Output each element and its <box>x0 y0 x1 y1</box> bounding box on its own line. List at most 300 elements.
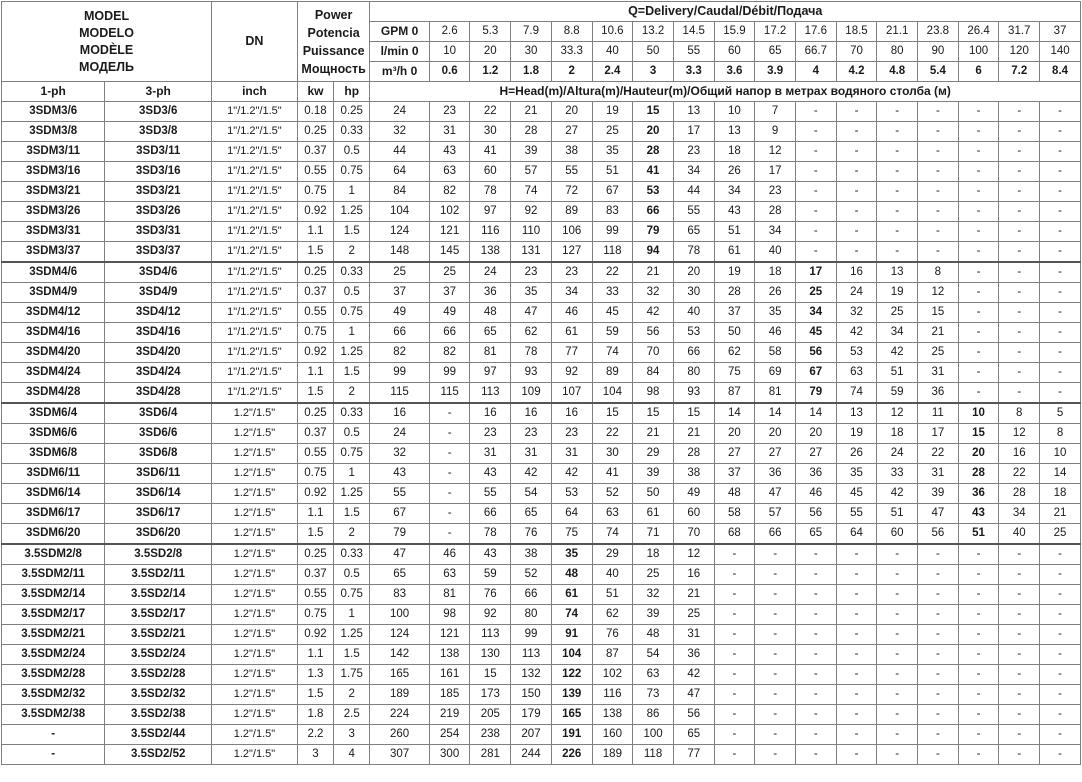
head-value: 98 <box>633 383 674 404</box>
head-value: 307 <box>370 745 429 765</box>
model-1ph: 3SDM6/8 <box>2 444 105 464</box>
model-3ph: 3.5SD2/11 <box>105 565 212 585</box>
head-value: 15 <box>470 665 511 685</box>
model-1ph: 3.5SDM2/8 <box>2 544 105 565</box>
head-value: 17 <box>755 162 796 182</box>
head-value: - <box>999 222 1040 242</box>
flow-m3h-value: 4 <box>795 62 836 82</box>
head-value: 66 <box>370 323 429 343</box>
head-value: - <box>918 182 959 202</box>
head-value: - <box>958 182 999 202</box>
head-value: - <box>714 665 755 685</box>
head-value: 37 <box>714 464 755 484</box>
kw-value: 1.5 <box>297 242 333 263</box>
model-1ph: 3.5SDM2/11 <box>2 565 105 585</box>
table-row <box>2 202 1081 222</box>
head-value: 191 <box>551 725 592 745</box>
head-value: 47 <box>755 484 796 504</box>
flow-lpm-value: 65 <box>755 42 796 62</box>
flow-gpm-value: 7.9 <box>511 22 552 42</box>
head-value: - <box>795 544 836 565</box>
head-value: 55 <box>551 162 592 182</box>
head-value: - <box>1040 363 1081 383</box>
head-value: 122 <box>551 665 592 685</box>
model-3ph: 3SD6/6 <box>105 424 212 444</box>
head-value: 31 <box>470 444 511 464</box>
head-value: 15 <box>673 403 714 424</box>
head-value: - <box>714 625 755 645</box>
head-value: 10 <box>958 403 999 424</box>
hp-value: 1.25 <box>334 625 370 645</box>
head-value: 92 <box>470 605 511 625</box>
head-value: 74 <box>551 605 592 625</box>
head-value: 19 <box>877 283 918 303</box>
head-value: - <box>755 585 796 605</box>
head-value: 39 <box>918 484 959 504</box>
head-value: 83 <box>370 585 429 605</box>
head-value: - <box>958 705 999 725</box>
flow-lpm-value: 120 <box>999 42 1040 62</box>
head-value: 82 <box>370 343 429 363</box>
head-value: 72 <box>551 182 592 202</box>
head-value: 15 <box>633 403 674 424</box>
head-value: 20 <box>551 102 592 122</box>
head-value: 32 <box>836 303 877 323</box>
head-value: - <box>795 142 836 162</box>
head-value: 65 <box>511 504 552 524</box>
head-value: - <box>877 725 918 745</box>
head-value: - <box>999 745 1040 765</box>
head-value: 66 <box>470 504 511 524</box>
head-value: 70 <box>633 343 674 363</box>
dn-value: 1.2"/1.5" <box>212 464 298 484</box>
head-value: 130 <box>470 645 511 665</box>
head-value: 14 <box>755 403 796 424</box>
head-value: - <box>958 162 999 182</box>
head-value: 74 <box>836 383 877 404</box>
dn-value: 1.2"/1.5" <box>212 745 298 765</box>
head-value: 66 <box>511 585 552 605</box>
head-value: 24 <box>370 424 429 444</box>
head-value: 21 <box>673 424 714 444</box>
head-value: 41 <box>470 142 511 162</box>
model-1ph: 3SDM6/6 <box>2 424 105 444</box>
head-value: 50 <box>714 323 755 343</box>
dn-value: 1.2"/1.5" <box>212 565 298 585</box>
head-value: 43 <box>370 464 429 484</box>
head-value: 11 <box>918 403 959 424</box>
model-1ph: 3.5SDM2/28 <box>2 665 105 685</box>
model-3ph: 3.5SD2/24 <box>105 645 212 665</box>
head-value: 84 <box>633 363 674 383</box>
head-value: 35 <box>511 283 552 303</box>
head-value: - <box>795 685 836 705</box>
head-value: 102 <box>429 202 470 222</box>
dn-header: DN <box>212 2 298 82</box>
head-value: 19 <box>592 102 633 122</box>
head-value: - <box>999 645 1040 665</box>
head-value: 75 <box>714 363 755 383</box>
head-value: 36 <box>958 484 999 504</box>
head-value: - <box>958 544 999 565</box>
kw-value: 0.37 <box>297 142 333 162</box>
kw-value: 0.75 <box>297 464 333 484</box>
head-value: 25 <box>1040 524 1081 545</box>
model-1ph: 3SDM6/14 <box>2 484 105 504</box>
head-value: 104 <box>551 645 592 665</box>
head-value: 150 <box>511 685 552 705</box>
head-value: 42 <box>836 323 877 343</box>
head-value: 83 <box>592 202 633 222</box>
head-value: 62 <box>592 605 633 625</box>
head-value: 21 <box>1040 504 1081 524</box>
head-value: - <box>795 122 836 142</box>
flow-gpm-value: 26.4 <box>958 22 999 42</box>
model-3ph: 3.5SD2/44 <box>105 725 212 745</box>
head-value: 106 <box>551 222 592 242</box>
head-value: 46 <box>551 303 592 323</box>
head-value: 148 <box>370 242 429 263</box>
head-value: - <box>999 625 1040 645</box>
hp-value: 0.33 <box>334 403 370 424</box>
head-value: 138 <box>592 705 633 725</box>
dn-value: 1"/1.2"/1.5" <box>212 363 298 383</box>
model-3ph: 3SD3/11 <box>105 142 212 162</box>
head-value: 25 <box>673 605 714 625</box>
head-value: - <box>1040 645 1081 665</box>
head-value: 100 <box>370 605 429 625</box>
head-value: - <box>877 222 918 242</box>
flow-lpm-value: 90 <box>918 42 959 62</box>
head-value: - <box>999 262 1040 283</box>
head-value: 21 <box>511 102 552 122</box>
head-value: 51 <box>714 222 755 242</box>
head-value: 19 <box>714 262 755 283</box>
flow-gpm-value: 14.5 <box>673 22 714 42</box>
head-value: 173 <box>470 685 511 705</box>
table-row <box>2 122 1081 142</box>
hp-value: 0.25 <box>334 102 370 122</box>
flow-m3h-value: 3.6 <box>714 62 755 82</box>
col-kw: kw <box>297 82 333 102</box>
hp-value: 0.33 <box>334 262 370 283</box>
flow-gpm-value: 5.3 <box>470 22 511 42</box>
model-1ph: 3SDM6/20 <box>2 524 105 545</box>
head-value: 64 <box>551 504 592 524</box>
head-value: - <box>836 222 877 242</box>
head-value: - <box>958 222 999 242</box>
head-value: - <box>958 262 999 283</box>
head-value: 16 <box>673 565 714 585</box>
table-row <box>2 645 1081 665</box>
hp-value: 1.75 <box>334 665 370 685</box>
head-value: - <box>714 565 755 585</box>
head-value: 219 <box>429 705 470 725</box>
head-value: 118 <box>592 242 633 263</box>
head-value: - <box>877 685 918 705</box>
head-value: 78 <box>470 182 511 202</box>
head-value: - <box>958 565 999 585</box>
head-value: - <box>999 383 1040 404</box>
head-value: - <box>958 585 999 605</box>
head-value: - <box>918 102 959 122</box>
head-value: - <box>429 424 470 444</box>
model-1ph: 3.5SDM2/24 <box>2 645 105 665</box>
head-value: - <box>429 444 470 464</box>
head-value: - <box>755 544 796 565</box>
head-value: 81 <box>429 585 470 605</box>
model-3ph: 3SD6/11 <box>105 464 212 484</box>
model-1ph: 3SDM4/20 <box>2 343 105 363</box>
flow-m3h-value: 7.2 <box>999 62 1040 82</box>
dn-value: 1"/1.2"/1.5" <box>212 122 298 142</box>
table-row <box>2 565 1081 585</box>
head-value: - <box>999 182 1040 202</box>
head-value: - <box>1040 725 1081 745</box>
head-value: - <box>999 283 1040 303</box>
flow-gpm-value: 2.6 <box>429 22 470 42</box>
head-value: - <box>755 565 796 585</box>
flow-gpm-value: 37 <box>1040 22 1081 42</box>
head-value: - <box>999 122 1040 142</box>
head-value: 55 <box>370 484 429 504</box>
head-value: 23 <box>470 424 511 444</box>
head-value: - <box>1040 585 1081 605</box>
head-value: - <box>958 383 999 404</box>
table-row <box>2 484 1081 504</box>
head-value: 58 <box>755 343 796 363</box>
head-value: 28 <box>999 484 1040 504</box>
hp-value: 1 <box>334 464 370 484</box>
head-value: 56 <box>918 524 959 545</box>
head-value: - <box>877 142 918 162</box>
head-value: - <box>999 605 1040 625</box>
head-value: - <box>836 645 877 665</box>
head-value: 17 <box>918 424 959 444</box>
head-value: 62 <box>511 323 552 343</box>
head-value: - <box>877 162 918 182</box>
head-value: - <box>918 585 959 605</box>
head-value: 110 <box>511 222 552 242</box>
head-value: - <box>999 585 1040 605</box>
head-value: 25 <box>429 262 470 283</box>
flow-gpm-value: 10.6 <box>592 22 633 42</box>
head-value: - <box>836 725 877 745</box>
head-value: 5 <box>1040 403 1081 424</box>
head-value: 46 <box>795 484 836 504</box>
table-row <box>2 383 1081 404</box>
head-value: 41 <box>633 162 674 182</box>
hp-value: 0.75 <box>334 585 370 605</box>
head-value: 74 <box>592 524 633 545</box>
hp-value: 0.5 <box>334 142 370 162</box>
head-value: - <box>918 565 959 585</box>
head-value: - <box>999 725 1040 745</box>
head-value: - <box>877 745 918 765</box>
head-value: - <box>836 665 877 685</box>
model-3ph: 3SD6/4 <box>105 403 212 424</box>
head-value: - <box>958 725 999 745</box>
hp-value: 2 <box>334 685 370 705</box>
head-value: - <box>795 645 836 665</box>
head-value: 80 <box>673 363 714 383</box>
dn-value: 1.2"/1.5" <box>212 403 298 424</box>
head-value: 61 <box>633 504 674 524</box>
table-row <box>2 504 1081 524</box>
head-value: 92 <box>551 363 592 383</box>
dn-value: 1.2"/1.5" <box>212 725 298 745</box>
head-value: - <box>714 705 755 725</box>
kw-value: 1.3 <box>297 665 333 685</box>
model-1ph: 3SDM4/12 <box>2 303 105 323</box>
head-value: - <box>999 323 1040 343</box>
head-value: - <box>999 142 1040 162</box>
head-value: 113 <box>470 625 511 645</box>
flow-gpm-value: 17.6 <box>795 22 836 42</box>
head-value: 51 <box>592 162 633 182</box>
model-3ph: 3SD3/21 <box>105 182 212 202</box>
head-value: - <box>795 102 836 122</box>
head-value: - <box>1040 745 1081 765</box>
head-value: 121 <box>429 625 470 645</box>
head-value: 13 <box>836 403 877 424</box>
kw-value: 0.25 <box>297 544 333 565</box>
head-value: 36 <box>918 383 959 404</box>
kw-value: 0.25 <box>297 262 333 283</box>
head-value: 25 <box>633 565 674 585</box>
head-value: - <box>1040 162 1081 182</box>
head-value: 65 <box>795 524 836 545</box>
head-value: 49 <box>429 303 470 323</box>
head-value: 28 <box>755 202 796 222</box>
head-value: 40 <box>673 303 714 323</box>
kw-value: 1.8 <box>297 705 333 725</box>
flow-gpm-value: 21.1 <box>877 22 918 42</box>
model-1ph: 3SDM6/4 <box>2 403 105 424</box>
head-value: - <box>1040 202 1081 222</box>
head-value: 31 <box>551 444 592 464</box>
head-value: 25 <box>592 122 633 142</box>
kw-value: 1.5 <box>297 685 333 705</box>
dn-value: 1"/1.2"/1.5" <box>212 283 298 303</box>
head-value: - <box>958 122 999 142</box>
head-value: 39 <box>633 464 674 484</box>
head-value: 44 <box>370 142 429 162</box>
head-value: 54 <box>511 484 552 504</box>
head-value: 55 <box>673 202 714 222</box>
head-value: 8 <box>918 262 959 283</box>
head-value: 81 <box>755 383 796 404</box>
model-3ph: 3SD4/28 <box>105 383 212 404</box>
head-value: 281 <box>470 745 511 765</box>
model-1ph: 3SDM4/24 <box>2 363 105 383</box>
hp-value: 0.75 <box>334 303 370 323</box>
table-row <box>2 745 1081 765</box>
dn-value: 1"/1.2"/1.5" <box>212 142 298 162</box>
head-value: - <box>918 645 959 665</box>
head-value: 79 <box>795 383 836 404</box>
head-value: 142 <box>370 645 429 665</box>
model-1ph: 3SDM3/37 <box>2 242 105 263</box>
hp-value: 2 <box>334 524 370 545</box>
head-value: 49 <box>370 303 429 323</box>
head-value: - <box>836 142 877 162</box>
dn-value: 1.2"/1.5" <box>212 504 298 524</box>
head-value: 104 <box>592 383 633 404</box>
head-value: 14 <box>714 403 755 424</box>
head-value: 38 <box>551 142 592 162</box>
table-row <box>2 524 1081 545</box>
head-value: 56 <box>795 343 836 363</box>
head-value: 59 <box>592 323 633 343</box>
head-value: 109 <box>511 383 552 404</box>
head-value: 31 <box>429 122 470 142</box>
head-value: - <box>1040 323 1081 343</box>
head-value: - <box>999 102 1040 122</box>
head-value: 91 <box>551 625 592 645</box>
head-value: - <box>795 222 836 242</box>
head-value: 31 <box>918 464 959 484</box>
table-row <box>2 182 1081 202</box>
model-3ph: 3SD4/20 <box>105 343 212 363</box>
head-value: 89 <box>551 202 592 222</box>
head-value: - <box>999 705 1040 725</box>
model-3ph: 3SD4/9 <box>105 283 212 303</box>
head-value: - <box>958 363 999 383</box>
flow-lpm-value: 70 <box>836 42 877 62</box>
kw-value: 1.5 <box>297 383 333 404</box>
head-value: - <box>795 202 836 222</box>
head-value: 25 <box>370 262 429 283</box>
head-value: 35 <box>755 303 796 323</box>
hp-value: 2 <box>334 383 370 404</box>
head-value: 29 <box>633 444 674 464</box>
head-value: 34 <box>755 222 796 242</box>
head-value: 94 <box>633 242 674 263</box>
dn-value: 1"/1.2"/1.5" <box>212 262 298 283</box>
head-value: 63 <box>429 162 470 182</box>
model-1ph: 3.5SDM2/14 <box>2 585 105 605</box>
head-value: 24 <box>470 262 511 283</box>
head-value: 24 <box>877 444 918 464</box>
kw-value: 1.1 <box>297 645 333 665</box>
head-value: 55 <box>470 484 511 504</box>
flow-m3h-value: 0.6 <box>429 62 470 82</box>
head-value: 27 <box>551 122 592 142</box>
head-value: 13 <box>877 262 918 283</box>
flow-gpm-value: 18.5 <box>836 22 877 42</box>
model-3ph: 3SD3/8 <box>105 122 212 142</box>
head-value: 50 <box>633 484 674 504</box>
head-value: 131 <box>511 242 552 263</box>
flow-m3h-value: 2 <box>551 62 592 82</box>
head-value: 66 <box>755 524 796 545</box>
model-3ph: 3.5SD2/32 <box>105 685 212 705</box>
kw-value: 0.92 <box>297 625 333 645</box>
head-value: 37 <box>714 303 755 323</box>
head-value: 43 <box>714 202 755 222</box>
head-value: 165 <box>551 705 592 725</box>
head-value: - <box>1040 242 1081 263</box>
head-value: 34 <box>673 162 714 182</box>
head-value: - <box>877 182 918 202</box>
head-value: 15 <box>958 424 999 444</box>
head-value: 115 <box>429 383 470 404</box>
head-value: 32 <box>370 122 429 142</box>
head-value: 18 <box>755 262 796 283</box>
table-row <box>2 142 1081 162</box>
dn-value: 1.2"/1.5" <box>212 705 298 725</box>
